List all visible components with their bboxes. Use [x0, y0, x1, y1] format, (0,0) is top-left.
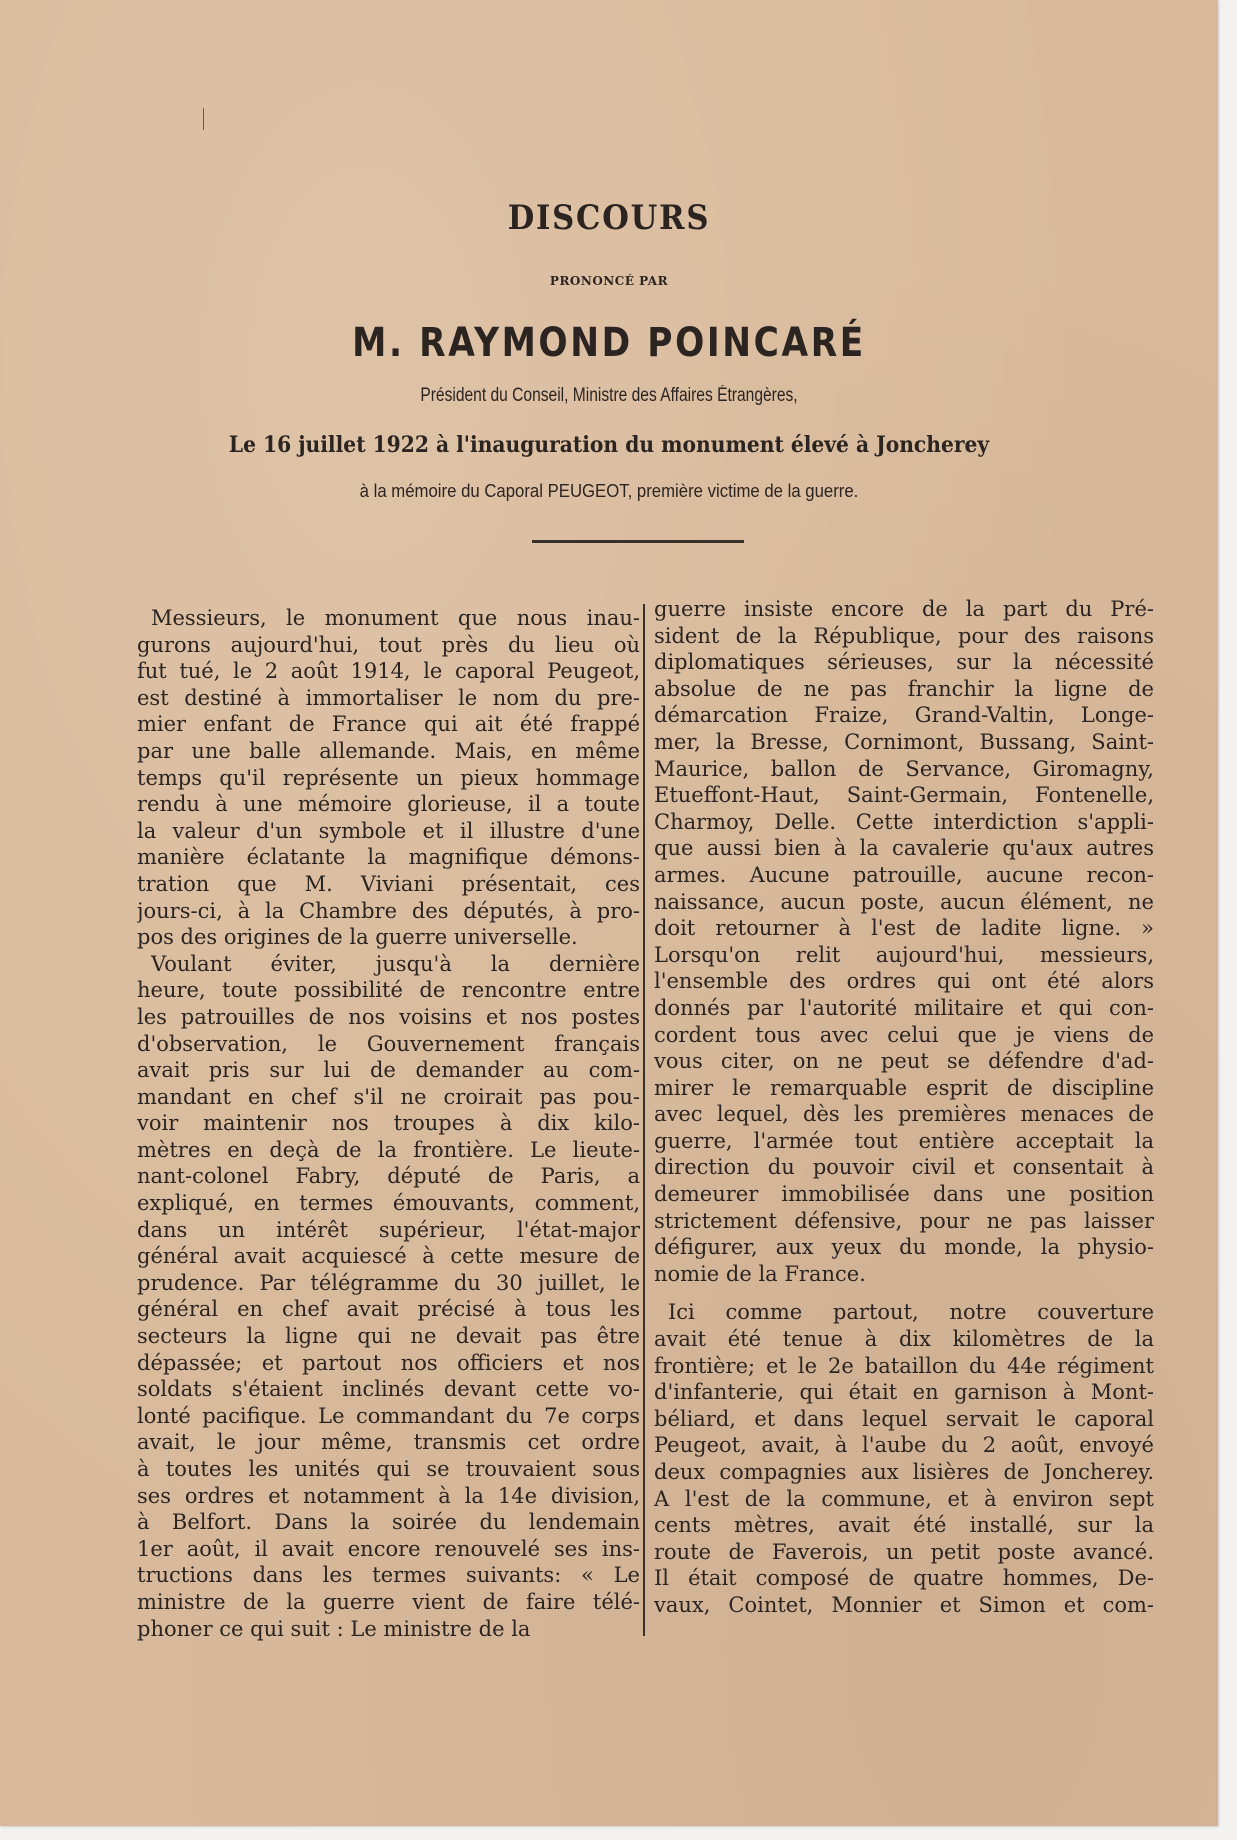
text-line: cents mètres, avait été installé, sur la	[654, 1513, 1154, 1538]
text-line: avait, le jour même, transmis cet ordre	[137, 1430, 640, 1455]
text-line: temps qu'il représente un pieux hommage	[137, 765, 640, 790]
speaker-name: M. RAYMOND POINCARÉ	[352, 320, 866, 366]
text-line: pos des origines de la guerre universelle.	[137, 925, 578, 950]
text-line: tration que M. Viviani présentait, ces	[137, 871, 640, 896]
text-line: béliard, et dans lequel servait le caporal	[654, 1406, 1154, 1431]
column-divider	[643, 604, 645, 1636]
text-line: ses ordres et notamment à la 14e division,	[137, 1483, 640, 1508]
dedication-line: à la mémoire du Caporal PEUGEOT, première victime de la guerre.	[359, 481, 859, 501]
text-line: naissance, aucun poste, aucun élément, ne	[654, 889, 1154, 914]
text-line: cordent tous avec celui que je viens de	[654, 1022, 1154, 1047]
text-line: dans un intérêt supérieur, l'état-major	[137, 1217, 640, 1242]
text-line: que aussi bien à la cavalerie qu'aux autres	[654, 836, 1154, 861]
text-line: guerre insiste encore de la part du Pré-	[654, 597, 1154, 621]
text-line: donnés par l'autorité militaire et qui con-	[654, 995, 1154, 1020]
text-line: mètres en deçà de la frontière. Le lieute-	[137, 1137, 640, 1162]
left-column	[137, 605, 640, 1642]
text-line: avec lequel, dès les premières menaces de	[654, 1102, 1154, 1127]
text-line: à Belfort. Dans la soirée du lendemain	[137, 1510, 640, 1535]
text-line: Il était composé de quatre hommes, De-	[654, 1566, 1154, 1591]
text-line: mandant en chef s'il ne croirait pas pou-	[137, 1084, 640, 1109]
text-line: à toutes les unités qui se trouvaient sous	[137, 1457, 640, 1481]
paper-mark	[203, 108, 204, 130]
text-line: mier enfant de France qui ait été frappé	[137, 712, 640, 737]
document-subtitle: PRONONCÉ PAR	[549, 274, 669, 288]
text-line: doit retourner à l'est de ladite ligne. »	[654, 916, 1154, 941]
text-line: nant-colonel Fabry, député de Paris, a	[137, 1164, 640, 1189]
text-line: mer, la Bresse, Cornimont, Bussang, Saint-	[654, 729, 1154, 754]
text-line: l'ensemble des ordres qui ont été alors	[654, 969, 1154, 994]
text-line: phoner ce qui suit : Le ministre de la	[137, 1616, 531, 1641]
occasion-line: Le 16 juillet 1922 à l'inauguration du monument élevé à Joncherey	[228, 432, 990, 458]
text-line: armes. Aucune patrouille, aucune recon-	[654, 862, 1154, 887]
text-line: Ici comme partout, notre couverture	[668, 1300, 1154, 1325]
text-line: Etueffont-Haut, Saint-Germain, Fontenelle,	[654, 783, 1154, 808]
text-line: gurons aujourd'hui, tout près du lieu où	[137, 632, 640, 657]
text-line: fut tué, le 2 août 1914, le caporal Peugeot,	[137, 659, 640, 684]
text-line: 1er août, il avait encore renouvelé ses ins-	[137, 1536, 640, 1561]
text-line: strictement défensive, pour ne pas laisser	[654, 1208, 1154, 1233]
text-line: la valeur d'un symbole et il illustre d'une	[137, 818, 640, 843]
text-line: rendu à une mémoire glorieuse, il a toute	[137, 792, 640, 817]
text-line: Charmoy, Delle. Cette interdiction s'appli-	[654, 809, 1154, 834]
text-line: Peugeot, avait, à l'aube du 2 août, envoyé	[654, 1433, 1154, 1458]
text-line: deux compagnies aux lisières de Joncherey.	[654, 1460, 1154, 1484]
text-line: Lorsqu'on relit aujourd'hui, messieurs,	[654, 942, 1154, 967]
text-line: soldats s'étaient inclinés devant cette vo-	[137, 1377, 640, 1402]
text-line: route de Faverois, un petit poste avancé.	[654, 1539, 1154, 1564]
text-line: guerre, l'armée tout entière acceptait la	[654, 1128, 1154, 1153]
text-line: voir maintenir nos troupes à dix kilo-	[137, 1111, 640, 1136]
document-title: DISCOURS	[507, 198, 711, 238]
text-line: nomie de la France.	[654, 1261, 866, 1286]
text-line: direction du pouvoir civil et consentait à	[654, 1155, 1154, 1180]
text-line: par une balle allemande. Mais, en même	[137, 738, 640, 763]
text-line: vous citer, on ne peut se défendre d'ad-	[654, 1049, 1154, 1074]
text-line: d'infanterie, qui était en garnison à Mont-	[654, 1380, 1154, 1405]
text-line: général avait acquiescé à cette mesure de	[137, 1244, 640, 1269]
text-line: mirer le remarquable esprit de discipline	[654, 1075, 1154, 1100]
title-rule	[532, 540, 744, 543]
text-line: Voulant éviter, jusqu'à la dernière	[151, 951, 640, 976]
text-line: les patrouilles de nos voisins et nos postes	[137, 1004, 640, 1029]
text-line: diplomatiques sérieuses, sur la nécessité	[654, 650, 1154, 675]
text-line: est destiné à immortaliser le nom du pre-	[137, 685, 640, 710]
text-line: prudence. Par télégramme du 30 juillet, le	[137, 1270, 640, 1295]
speaker-role: Président du Conseil, Ministre des Affaires Étrangères,	[420, 385, 798, 406]
text-line: Messieurs, le monument que nous inau-	[151, 606, 640, 630]
text-line: heure, toute possibilité de rencontre entre	[137, 978, 640, 1003]
text-line: expliqué, en termes émouvants, comment,	[137, 1191, 640, 1216]
text-line: général en chef avait précisé à tous les	[137, 1297, 640, 1322]
text-line: dépassée; et partout nos officiers et nos	[137, 1350, 640, 1375]
text-line: frontière; et le 2e bataillon du 44e régiment	[654, 1353, 1154, 1378]
text-line: vaux, Cointet, Monnier et Simon et com-	[654, 1592, 1154, 1617]
text-line: sident de la République, pour des raisons	[654, 623, 1154, 648]
text-line: avait pris sur lui de demander au com-	[137, 1058, 640, 1083]
text-line: défigurer, aux yeux du monde, la physio-	[654, 1235, 1154, 1260]
text-line: jours-ci, à la Chambre des députés, à pro-	[137, 898, 640, 923]
text-line: absolue de ne pas franchir la ligne de	[654, 676, 1154, 701]
text-line: demeurer immobilisée dans une position	[654, 1182, 1154, 1207]
text-line: secteurs la ligne qui ne devait pas être	[137, 1324, 640, 1349]
text-line: démarcation Fraize, Grand-Valtin, Longe-	[654, 703, 1154, 728]
text-line: ministre de la guerre vient de faire télé-	[137, 1589, 640, 1614]
text-line: manière éclatante la magnifique démons-	[137, 845, 640, 870]
right-column	[654, 596, 1154, 1619]
text-line: avait été tenue à dix kilomètres de la	[654, 1327, 1154, 1352]
text-line: tructions dans les termes suivants: « Le	[137, 1563, 640, 1588]
paragraph-gap	[654, 1287, 1154, 1299]
text-line: d'observation, le Gouvernement français	[137, 1031, 640, 1056]
text-line: lonté pacifique. Le commandant du 7e corps	[137, 1403, 640, 1428]
text-line: A l'est de la commune, et à environ sept	[654, 1486, 1154, 1511]
text-line: Maurice, ballon de Servance, Giromagny,	[654, 756, 1154, 781]
